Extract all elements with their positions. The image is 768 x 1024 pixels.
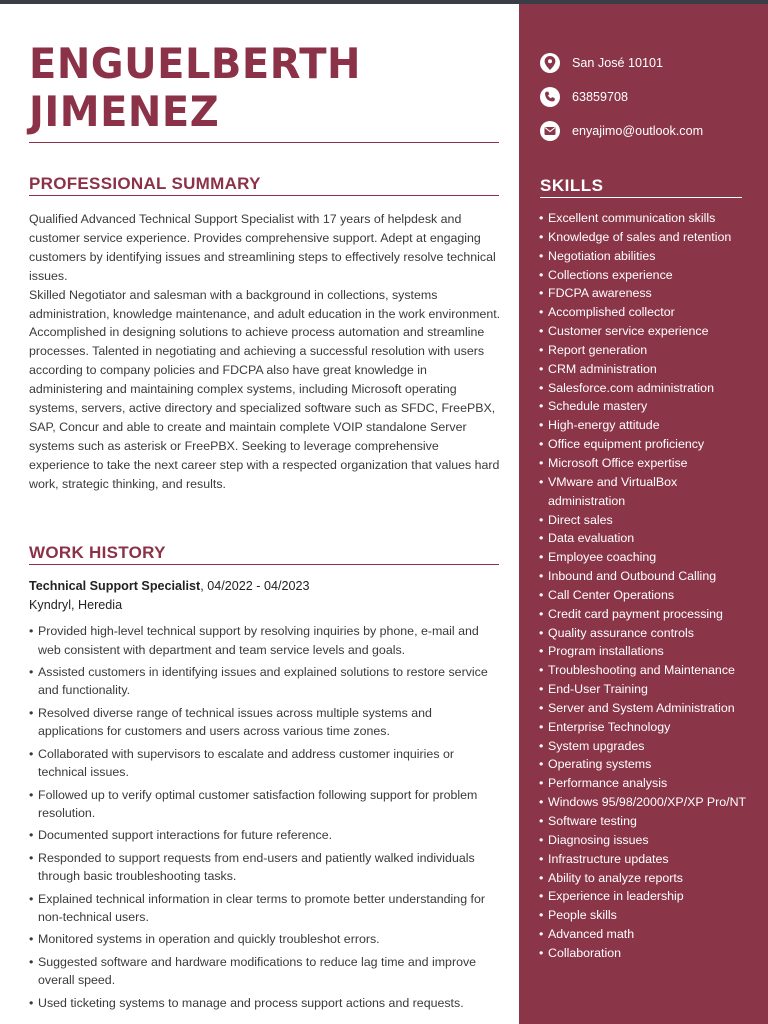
skills-divider (540, 197, 742, 198)
skill-item: • System upgrades (539, 737, 754, 756)
skills-heading: SKILLS (540, 176, 604, 195)
skill-item: • Troubleshooting and Maintenance (539, 661, 754, 680)
skill-item: • VMware and VirtualBox administration (539, 473, 754, 511)
skill-item: • Data evaluation (539, 529, 754, 548)
skill-item: • Server and System Administration (539, 699, 754, 718)
skill-item: • Credit card payment processing (539, 605, 754, 624)
name-first-line: ENGUELBERTH (29, 40, 362, 89)
work-history-heading: WORK HISTORY (29, 543, 166, 562)
skill-item: • Employee coaching (539, 548, 754, 567)
skill-item: • High-energy attitude (539, 416, 754, 435)
skill-item: • Accomplished collector (539, 303, 754, 322)
skill-item: • Schedule mastery (539, 397, 754, 416)
skill-item: • Windows 95/98/2000/XP/XP Pro/NT (539, 793, 754, 812)
job-bullet-list (29, 622, 499, 1016)
skill-item: • Program installations (539, 642, 754, 661)
address-text: San José 10101 (572, 56, 664, 70)
summary-paragraph-1: Qualified Advanced Technical Support Specialist with 17 years of helpdesk and customer service experience. Provides comprehensive support. Adept at engaging customers by identifying issues and streamlining steps to effectively resolve technical issues. (29, 212, 496, 283)
skill-item: • Inbound and Outbound Calling (539, 567, 754, 586)
skill-item: • Customer service experience (539, 322, 754, 341)
skill-item: • Collections experience (539, 266, 754, 285)
job-bullet: • Documented support interactions for future reference. (29, 826, 499, 845)
job-title-line (29, 579, 309, 593)
job-bullet: • Assisted customers in identifying issues and explained solutions to restore service and functionality. (29, 663, 499, 700)
contact-address (540, 52, 663, 74)
skill-item: • Office equipment proficiency (539, 435, 754, 454)
skill-item: • Software testing (539, 812, 754, 831)
job-bullet: • Monitored systems in operation and quickly troubleshot errors. (29, 930, 499, 949)
skill-item: • Infrastructure updates (539, 850, 754, 869)
location-pin-icon (540, 53, 560, 73)
skill-item: • Direct sales (539, 511, 754, 530)
sidebar (519, 4, 768, 1024)
skill-item: • Quality assurance controls (539, 624, 754, 643)
skill-item: • Ability to analyze reports (539, 869, 754, 888)
skills-list (539, 209, 754, 963)
skill-item: • Knowledge of sales and retention (539, 228, 754, 247)
work-history-divider (29, 564, 499, 565)
skill-item: • Enterprise Technology (539, 718, 754, 737)
skill-item: • Operating systems (539, 755, 754, 774)
job-title: Technical Support Specialist (29, 579, 201, 593)
skill-item: • Advanced math (539, 925, 754, 944)
job-bullet: • Responded to support requests from end-users and patiently walked individuals through basic troubleshooting tasks. (29, 849, 499, 886)
candidate-name (29, 40, 499, 137)
summary-text (29, 210, 501, 494)
email-icon (540, 121, 560, 141)
skill-item: • Experience in leadership (539, 887, 754, 906)
contact-email (540, 120, 703, 142)
skill-item: • End-User Training (539, 680, 754, 699)
job-bullet: • Provided high-level technical support by resolving inquiries by phone, e-mail and web consistent with department and team service levels and goals. (29, 622, 499, 659)
skill-item: • Diagnosing issues (539, 831, 754, 850)
job-bullet: • Collaborated with supervisors to escalate and address customer inquiries or technical issues. (29, 745, 499, 782)
phone-icon (540, 87, 560, 107)
name-divider (29, 142, 499, 143)
skill-item: • Report generation (539, 341, 754, 360)
summary-heading: PROFESSIONAL SUMMARY (29, 174, 261, 193)
skill-item: • CRM administration (539, 360, 754, 379)
skill-item: • FDCPA awareness (539, 284, 754, 303)
email-text[interactable]: enyajimo@outlook.com (572, 124, 704, 138)
skill-item: • Excellent communication skills (539, 209, 754, 228)
summary-paragraph-2: Skilled Negotiator and salesman with a background in collections, systems administration, knowledge maintenance, and adult education in the work environment. Accomplished in designing solutions to achieve process automation and streamline processes. Talented in negotiating and achieving a successful resolution with users according to company policies and FDCPA also have great knowledge in administering and maintaining complex systems, including Microsoft operating systems, servers, active directory and specialized software such as SFDC, FreePBX, SAP, Concur and able to create and maintain complete VOIP standalone Server systems such as asterisk or FreePBX. Seeking to leverage comprehensive experience to take the next career step with a respected organization that values hard work, strategic thinking, and results. (29, 287, 501, 491)
summary-divider (29, 195, 499, 196)
job-bullet: • Suggested software and hardware modifications to reduce lag time and improve overall speed. (29, 953, 499, 990)
skill-item: • People skills (539, 906, 754, 925)
skill-item: • Negotiation abilities (539, 247, 754, 266)
skill-item: • Performance analysis (539, 774, 754, 793)
job-dates: , 04/2022 - 04/2023 (200, 579, 310, 593)
phone-text: 63859708 (572, 90, 629, 104)
skill-item: • Collaboration (539, 944, 754, 963)
job-bullet: • Followed up to verify optimal customer satisfaction following support for problem resolution. (29, 786, 499, 823)
name-second-line: JIMENEZ (29, 88, 220, 137)
skill-item: • Microsoft Office expertise (539, 454, 754, 473)
job-company: Kyndryl, Heredia (29, 598, 123, 612)
skill-item: • Call Center Operations (539, 586, 754, 605)
job-bullet: • Resolved diverse range of technical issues across multiple systems and applications for customers and users across various time zones. (29, 704, 499, 741)
job-bullet: • Explained technical information in clear terms to promote better understanding for non-technical users. (29, 890, 499, 927)
contact-phone (540, 86, 628, 108)
job-bullet: • Used ticketing systems to manage and process support actions and requests. (29, 994, 499, 1013)
skill-item: • Salesforce.com administration (539, 379, 754, 398)
